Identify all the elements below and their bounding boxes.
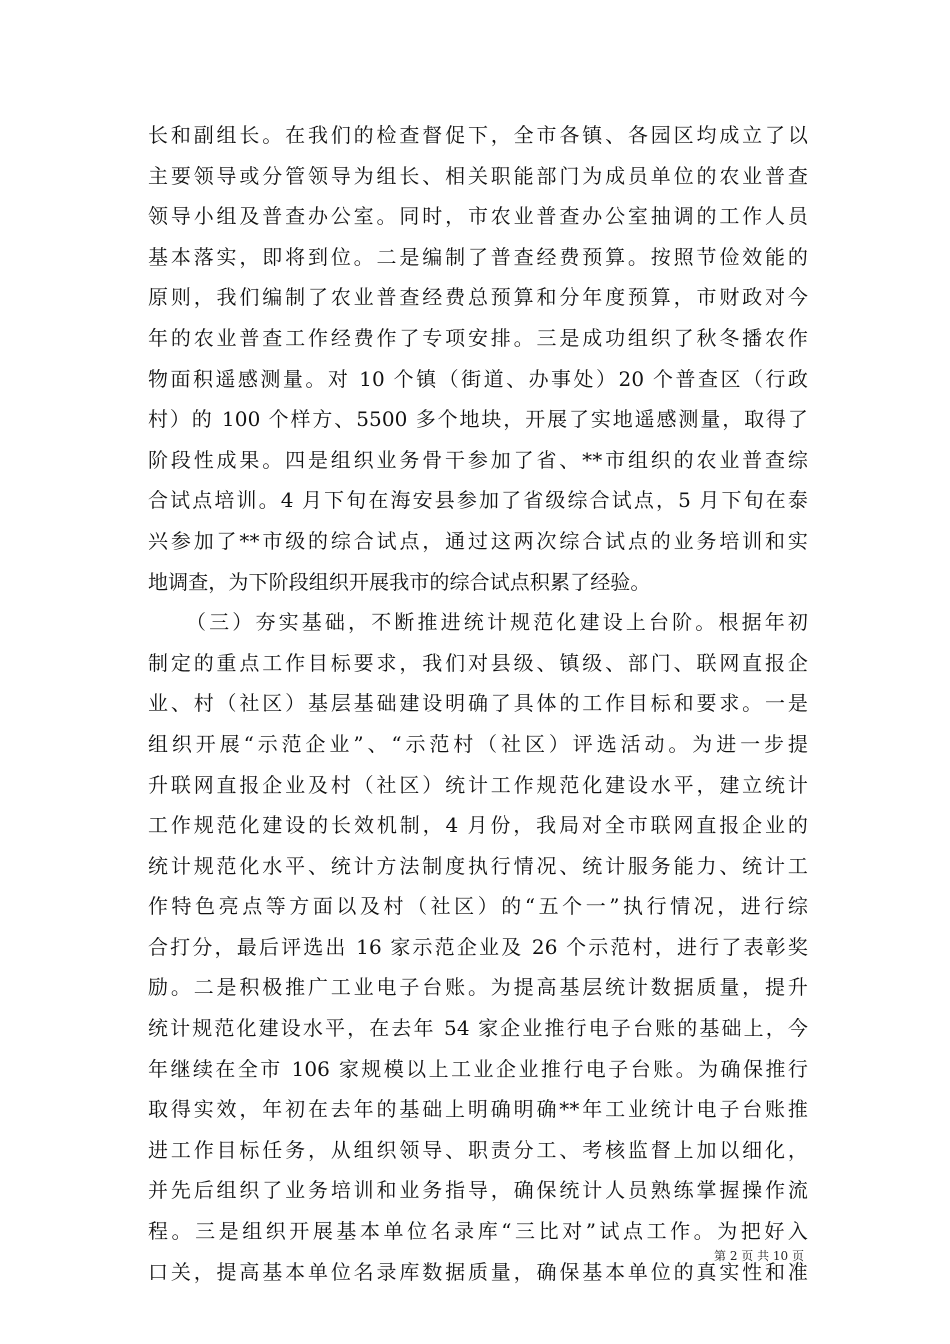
page-number: 第 2 页 共 10 页 [714,1249,804,1263]
text-line: 并先后组织了业务培训和业务指导，确保统计人员熟练掌握操作流 [148,1178,808,1203]
text-line: 作特色亮点等方面以及村（社区）的“五个一”执行情况，进行综 [148,894,808,919]
text-line: 口关，提高基本单位名录库数据质量，确保基本单位的真实性和准 [148,1259,808,1284]
text-line: 长和副组长。在我们的检查督促下，全市各镇、各园区均成立了以 [148,123,808,147]
text-line: 基本落实，即将到位。二是编制了普查经费预算。按照节俭效能的 [148,244,808,269]
text-line: 合打分，最后评选出 16 家示范企业及 26 个示范村，进行了表彰奖 [148,934,808,959]
text-line: 取得实效，年初在去年的基础上明确明确**年工业统计电子台账推 [148,1097,808,1122]
text-line: 阶段性成果。四是组织业务骨干参加了省、**市组织的农业普查综 [148,447,808,472]
text-line: 统计规范化水平、统计方法制度执行情况、统计服务能力、统计工 [148,853,808,878]
text-line: 励。二是积极推广工业电子台账。为提高基层统计数据质量，提升 [148,975,808,1000]
text-line: 统计规范化建设水平，在去年 54 家企业推行电子台账的基础上，今 [148,1016,808,1041]
text-line: 地调查，为下阶段组织开展我市的综合试点积累了经验。 [148,569,651,594]
text-line: 年继续在全市 106 家规模以上工业企业推行电子台账。为确保推行 [148,1056,808,1081]
text-line: 合试点培训。4 月下旬在海安县参加了省级综合试点，5 月下旬在泰 [148,488,808,513]
section-heading-line: （三）夯实基础，不断推进统计规范化建设上台阶。根据年初 [186,610,808,635]
body-text [148,115,808,1292]
text-line: 进工作目标任务，从组织领导、职责分工、考核监督上加以细化， [148,1137,808,1162]
text-line: 主要领导或分管领导为组长、相关职能部门为成员单位的农业普查 [148,163,808,188]
text-line: 组织开展“示范企业”、“示范村（社区）评选活动。为进一步提 [148,731,808,756]
text-line: 制定的重点工作目标要求，我们对县级、镇级、部门、联网直报企 [148,650,808,675]
text-line: 程。三是组织开展基本单位名录库“三比对”试点工作。为把好入 [148,1219,808,1244]
text-line: 领导小组及普查办公室。同时，市农业普查办公室抽调的工作人员 [148,204,808,229]
text-line: 物面积遥感测量。对 10 个镇（街道、办事处）20 个普查区（行政 [148,366,808,391]
text-line: 业、村（社区）基层基础建设明确了具体的工作目标和要求。一是 [148,691,808,716]
text-line: 原则，我们编制了农业普查经费总预算和分年度预算，市财政对今 [148,285,808,310]
text-line: 升联网直报企业及村（社区）统计工作规范化建设水平，建立统计 [148,772,808,797]
text-line: 兴参加了**市级的综合试点，通过这两次综合试点的业务培训和实 [148,528,808,553]
text-line: 年的农业普查工作经费作了专项安排。三是成功组织了秋冬播农作 [148,325,808,350]
text-line: 村）的 100 个样方、5500 多个地块，开展了实地遥感测量，取得了 [148,407,808,432]
text-line: 工作规范化建设的长效机制，4 月份，我局对全市联网直报企业的 [148,813,808,838]
